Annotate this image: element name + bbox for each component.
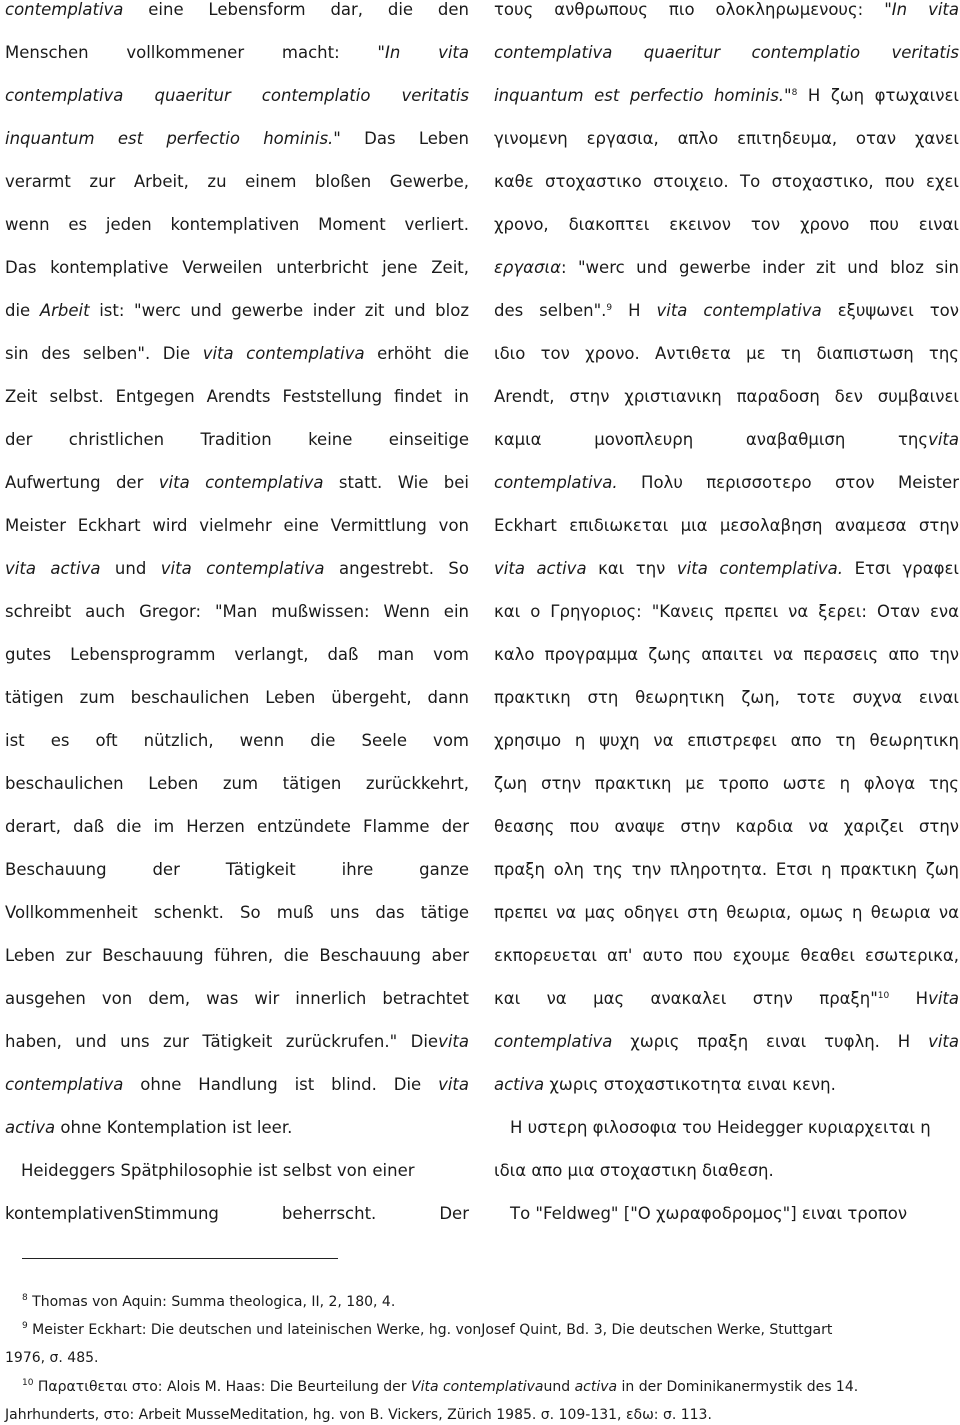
text-line: χρονο, διακοπτει εκεινον τον χρονο που ειναι: [494, 215, 959, 234]
text-line: Zeit selbst. Entgegen Arendts Feststellung findet in: [5, 387, 469, 406]
text-line: ιδια απο μια στοχαστικη διαθεση.: [494, 1161, 774, 1180]
text-line: gutes Lebensprogramm verlangt, daß man vom: [5, 645, 469, 664]
text-line: kontemplativenStimmung beherrscht. Der: [5, 1204, 469, 1223]
text-line: και να μας ανακαλει στην πραξη"$^{10}$ Ηvita: [494, 989, 959, 1008]
text-line: Leben zur Beschauung führen, die Beschauung aber: [5, 946, 469, 965]
text-line: Vollkommenheit schenkt. So muß uns das tätige: [5, 903, 469, 922]
text-line: Menschen vollkommener macht: "In vita: [5, 43, 469, 62]
footnote-9: $^9$ Meister Eckhart: Die deutschen und lateinischen Werke, hg. vonJosef Quint, Bd. 3, Die deutschen Werke, Stuttgart: [22, 1321, 833, 1338]
text-line: contemplativa quaeritur contemplatio veritatis: [5, 86, 469, 105]
text-line: χρησιμο η ψυχη να επιστρεφει απο τη θεωρητικη: [494, 731, 959, 750]
text-line: τους ανθρωπους πιο ολοκληρωμενους: "In vita: [494, 0, 960, 19]
text-line: Beschauung der Tätigkeit ihre ganze: [5, 860, 469, 879]
text-line: activa χωρις στοχαστικοτητα ειναι κενη.: [494, 1075, 836, 1094]
text-line: derart, daß die im Herzen entzündete Flamme der: [5, 817, 469, 836]
text-line: inquantum est perfectio hominis."$^8$ Η ζωη φτωχαινει: [494, 86, 959, 105]
text-line: wenn es jeden kontemplativen Moment verliert.: [5, 215, 469, 234]
text-line: ist es oft nützlich, wenn die Seele vom: [5, 731, 469, 750]
text-line: ζωη στην πρακτικη με τροπο ωστε η φλογα της: [494, 774, 959, 793]
text-line: haben, und uns zur Tätigkeit zurückrufen." Dievita: [5, 1032, 469, 1051]
text-line: contemplativa. Πολυ περισσοτερο στον Meister: [494, 473, 959, 492]
text-line: schreibt auch Gregor: "Man mußwissen: Wenn ein: [5, 602, 469, 621]
text-line: vita activa und vita contemplativa angestrebt. So: [5, 559, 469, 578]
text-line: πρακτικη στη θεωρητικη ζωη, τοτε συχνα ειναι: [494, 688, 959, 707]
text-line: des selben".$^9$ Η vita contemplativa εξυψωνει τον: [494, 301, 959, 320]
text-line: inquantum est perfectio hominis." Das Leben: [5, 129, 470, 148]
text-line: Η υστερη φιλοσοφια του Heidegger κυριαρχειται η: [510, 1118, 931, 1137]
footnote-10: $^{10}$ Παρατιθεται στο: Alois M. Haas: Die Beurteilung der Vita contemplativaund activa in der Dominikanermystik des 14.: [22, 1378, 859, 1395]
text-line: vita activa και την vita contemplativa. Ετσι γραφει: [494, 559, 959, 578]
text-line: contemplativa ohne Handlung ist blind. Die vita: [5, 1075, 469, 1094]
text-line: die Arbeit ist: "werc und gewerbe inder zit und bloz: [5, 301, 469, 320]
text-line: Eckhart επιδιωκεται μια μεσολαβηση αναμεσα στην: [494, 516, 959, 535]
text-line: ιδιο τον χρονο. Αντιθετα με τη διαπιστωση της: [494, 344, 959, 363]
footnote-9-continued: 1976, σ. 485.: [5, 1350, 99, 1366]
footnote-separator: [22, 1258, 338, 1259]
text-line: γινομενη εργασια, απλο επιτηδευμα, οταν χανει: [494, 129, 959, 148]
footnote-10-continued: Jahrhunderts, στο: Arbeit MusseMeditation, hg. von B. Vickers, Zürich 1985. σ. 109-131, εδω: σ. 113.: [5, 1407, 712, 1423]
text-line: και ο Γρηγοριος: "Κανεις πρεπει να ξερει: Οταν ενα: [494, 602, 959, 621]
text-line: contemplativa χωρις πραξη ειναι τυφλη. Η vita: [494, 1032, 959, 1051]
text-line: καμια μονοπλευρη αναβαθμιση τηςvita: [494, 430, 959, 449]
text-line: contemplativa quaeritur contemplatio veritatis: [494, 43, 959, 62]
text-line: Heideggers Spätphilosophie ist selbst von einer: [21, 1161, 415, 1180]
text-line: Meister Eckhart wird vielmehr eine Vermittlung von: [5, 516, 469, 535]
text-line: καλο προγραμμα ζωης απαιτει να περασεις απο την: [494, 645, 959, 664]
text-line: sin des selben". Die vita contemplativa erhöht die: [5, 344, 470, 363]
text-line: Το "Feldweg" ["Ο χωραφοδρομος"] ειναι τροπον: [510, 1204, 908, 1223]
text-line: contemplativa eine Lebensform dar, die den: [5, 0, 469, 19]
text-line: Aufwertung der vita contemplativa statt. Wie bei: [5, 473, 470, 492]
footnote-8: $^8$ Thomas von Aquin: Summa theologica, II, 2, 180, 4.: [22, 1293, 396, 1310]
text-line: Arendt, στην χριστιανικη παραδοση δεν συμβαινει: [494, 387, 959, 406]
text-line: beschaulichen Leben zum tätigen zurückkehrt,: [5, 774, 469, 793]
text-line: πραξη ολη της την πληροτητα. Ετσι η πρακτικη ζωη: [494, 860, 959, 879]
text-line: Das kontemplative Verweilen unterbricht jene Zeit,: [5, 258, 469, 277]
text-line: tätigen zum beschaulichen Leben übergeht, dann: [5, 688, 469, 707]
text-line: der christlichen Tradition keine einseitige: [5, 430, 469, 449]
text-line: θεασης που αναψε στην καρδια να χαριζει στην: [494, 817, 959, 836]
text-line: πρεπει να μας οδηγει στη θεωρια, ομως η θεωρια να: [494, 903, 959, 922]
text-line: εκπορευεται απ' αυτο που εχουμε θεαθει εσωτερικα,: [494, 946, 959, 965]
text-line: καθε στοχαστικο στοιχειο. Το στοχαστικο, που εχει: [494, 172, 959, 191]
text-line: ausgehen von dem, was wir innerlich betrachtet: [5, 989, 469, 1008]
text-line: activa ohne Kontemplation ist leer.: [5, 1118, 293, 1137]
text-line: verarmt zur Arbeit, zu einem bloßen Gewerbe,: [5, 172, 469, 191]
text-line: εργασια: "werc und gewerbe inder zit und bloz sin: [494, 258, 959, 277]
